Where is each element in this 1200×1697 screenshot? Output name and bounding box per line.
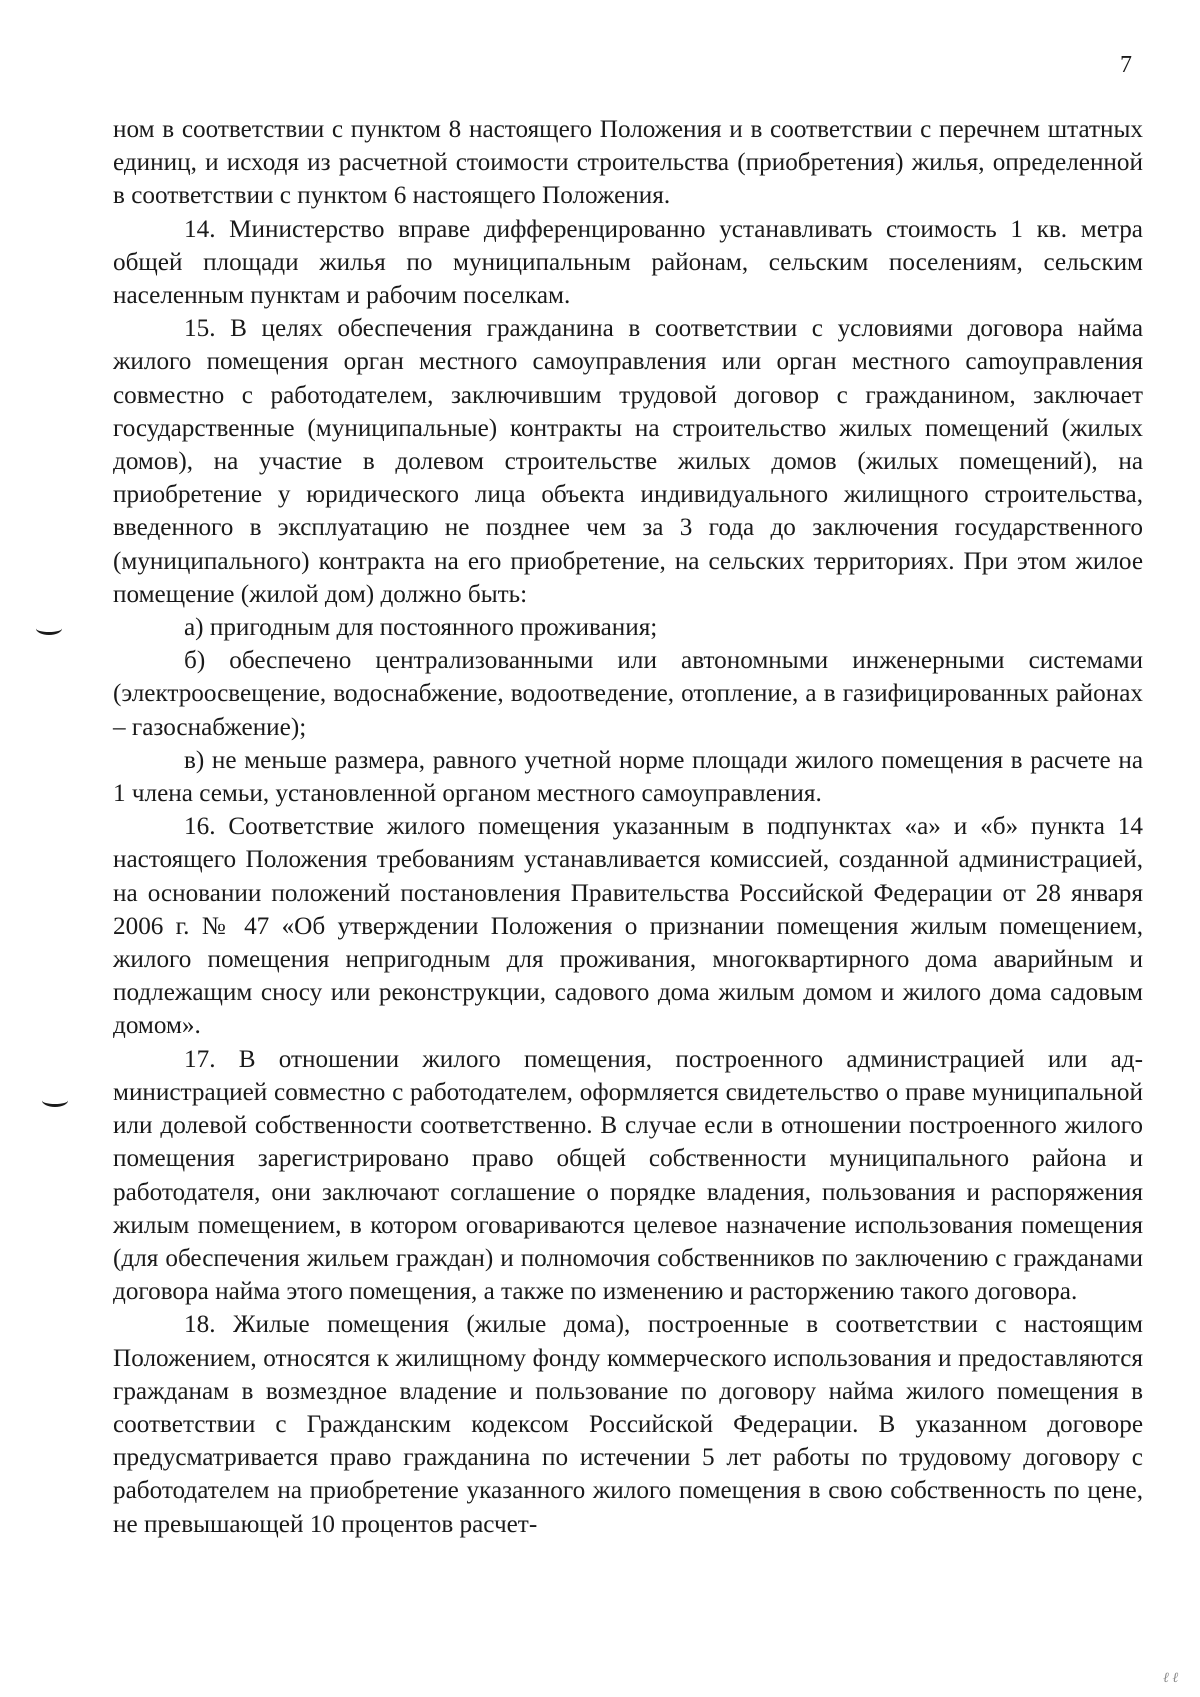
page-number: 7	[1120, 52, 1132, 78]
paragraph-15-b: б) обеспечено централизованными или автономными инженерными системами (электроосвещение, водоснабжение, водоотведение, отопление, а в газифицированных районах – газоснабжение);	[113, 647, 1143, 741]
paragraph-continuation: ном в соответствии с пунктом 8 настоящего Положения и в соответствии с перечнем штатных единиц, и исходя из расчетной стоимости строительства (приобретения) жилья, определенной в соответствии с пунктом 6 настоящего Положения.	[113, 116, 1143, 210]
document-body	[113, 113, 1143, 1541]
paragraph-15-a: а) пригодным для постоянного проживания;	[184, 614, 658, 642]
paragraph-15-v: в) не меньше размера, равного учетной норме площади жилого помещения в расчете на 1 члена семьи, установленной органом местного самоуправления.	[113, 746, 1143, 808]
margin-check-mark	[42, 1094, 68, 1107]
paragraph-14: 14. Министерство вправе дифференцированно устанавливать стоимость 1 кв. метра общей площади жилья по муниципальным районам, сельским поселениям, сельским населенным пунктам и рабочим поселкам.	[113, 215, 1143, 310]
paragraph-17: 17. В отношении жилого помещения, построенного администрацией или администрацией совместно с работодателем, оформляется свидетельство о праве муниципальной или долевой собственности соответственно. В случае если в отношении построенного жилого помещения зарегистрировано право общей собственности муниципального района и работодателя, они заключают соглашение о порядке владения, пользования и распоряжения жилым помещением, в котором оговариваются целевое назначение использования помещения (для обеспечения жильем граждан) и полномочия собственников по заключению с гражданами договора найма этого помещения, а также по изменению и расторжению такого договора.	[113, 1045, 1143, 1306]
paragraph-15: 15. В целях обеспечения гражданина в соответствии с условиями договора найма жилого помещения орган местного самоуправления или орган местного саmоуправления совместно с работодателем, заключившим трудовой договор с гражданином, заключает государственные (муниципальные) контракты на строительство жилых помещений (жилых домов), на участие в долевом строительстве жилых домов (жилых помещений), на приобретение у юридического лица объекта индивидуального жилищного строительства, введенного в эксплуатацию не позднее чем за 3 года до заключения государственного (муниципального) контракта на его приобретение, на сельских территориях. При этом жилое помещение (жилой дом) должно быть:	[113, 315, 1143, 608]
paragraph-18: 18. Жилые помещения (жилые дома), построенные в соответствии с настоящим Положением, относятся к жилищному фонду коммерческого использования и предоставляются гражданам в возмездное владение и пользование по договору найма жилого помещения в соответствии с Гражданским кодексом Российской Федерации. В указанном договоре предусматривается право гражданина по истечении 5 лет работы по трудовому договору с работодателем на приобретение указанного жилого помещения в свою собственность по цене, не превышающей 10 процентов расчет-	[113, 1311, 1143, 1538]
corner-scan-artifact: ℓ ℓ	[1163, 1671, 1179, 1686]
paragraph-16: 16. Соответствие жилого помещения указанным в подпунктах «а» и «б» пункта 14 настоящего Положения требованиям устанавливается комиссией, созданной администрацией, на основании положений постановления Правительства Российской Федерации от 28 января 2006 г. № 47 «Об утверждении Положения о признании помещения жилым помещением, жилого помещения непригодным для проживания, многоквартирного дома аварийным и подлежащим сносу или реконструкции, садового дома жилым домом и жилого дома садовым домом».	[113, 813, 1143, 1040]
margin-check-mark	[36, 622, 62, 635]
